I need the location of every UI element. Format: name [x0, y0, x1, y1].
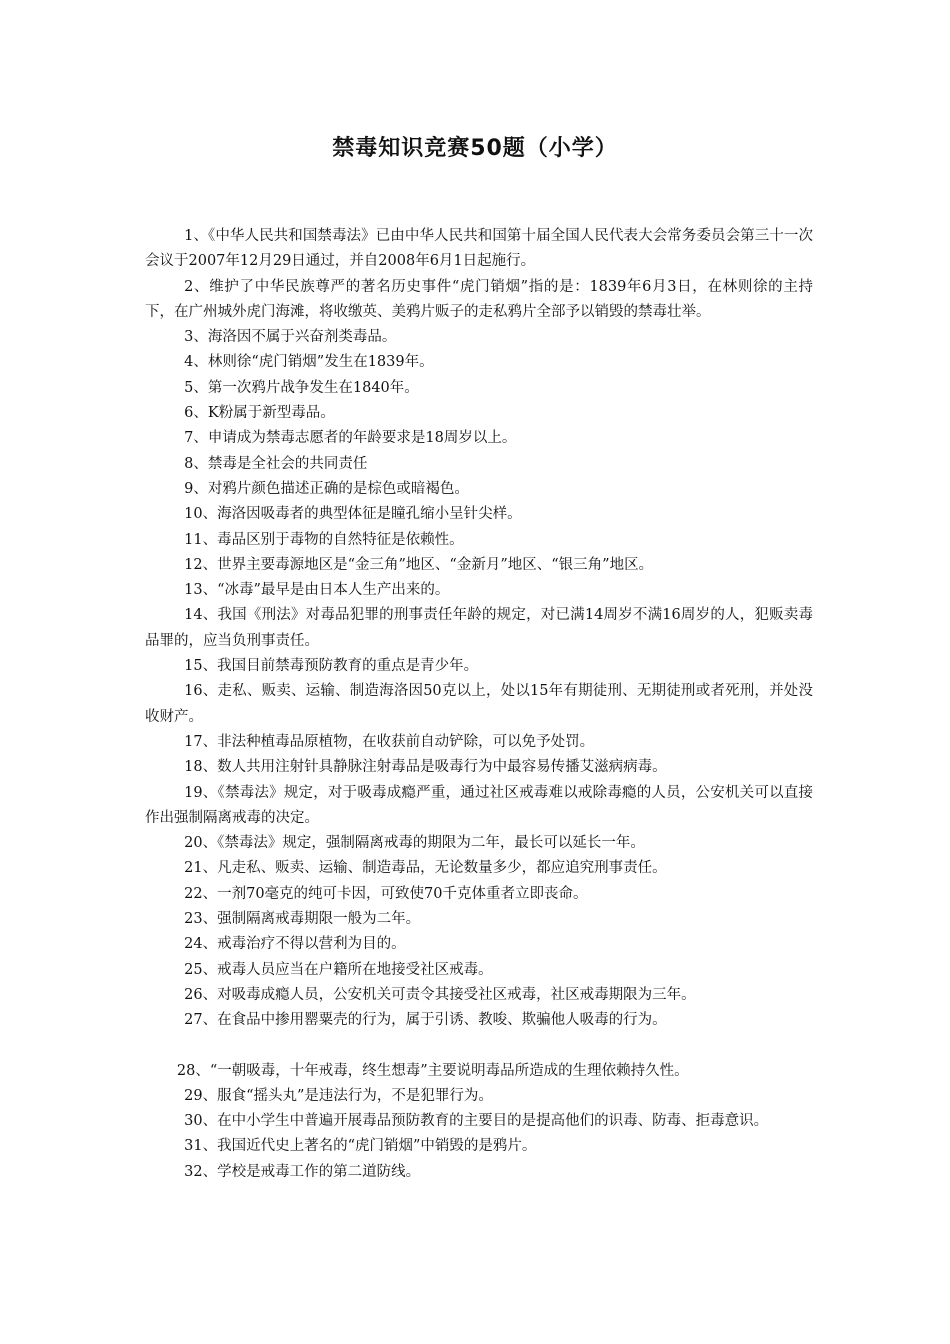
- question-list: [145, 224, 813, 1185]
- list-item: 7、申请成为禁毒志愿者的年龄要求是18周岁以上。: [184, 430, 517, 447]
- list-item: 5、第一次鸦片战争发生在1840年。: [184, 379, 419, 396]
- list-item: 12、世界主要毒源地区是“金三角”地区、“金新月”地区、“银三角”地区。: [184, 556, 654, 573]
- list-item: 24、戒毒治疗不得以营利为目的。: [184, 936, 406, 953]
- list-item: 15、我国目前禁毒预防教育的重点是青少年。: [184, 658, 479, 675]
- list-item: 28、“一朝吸毒，十年戒毒，终生想毒”主要说明毒品所造成的生理依赖持久性。: [176, 1062, 689, 1079]
- list-item: 27、在食品中掺用罂粟壳的行为，属于引诱、教唆、欺骗他人吸毒的行为。: [184, 1012, 667, 1029]
- list-item: 23、强制隔离戒毒期限一般为二年。: [184, 911, 421, 928]
- list-item: 9、对鸦片颜色描述正确的是棕色或暗褐色。: [184, 480, 469, 497]
- list-item: 29、服食“摇头丸”是违法行为，不是犯罪行为。: [184, 1087, 493, 1104]
- list-item: 21、凡走私、贩卖、运输、制造毒品，无论数量多少，都应追究刑事责任。: [184, 860, 667, 877]
- list-item: 8、禁毒是全社会的共同责任: [184, 455, 368, 472]
- list-item: 16、走私、贩卖、运输、制造海洛因50克以上，处以15年有期徒刑、无期徒刑或者死刑，并处没收财产。: [145, 683, 813, 725]
- list-item: 19、《禁毒法》规定，对于吸毒成瘾严重，通过社区戒毒难以戒除毒瘾的人员，公安机关可以直接作出强制隔离戒毒的决定。: [145, 784, 813, 826]
- list-item: 32、学校是戒毒工作的第二道防线。: [184, 1163, 421, 1180]
- page-title: 禁毒知识竞赛50题（小学）: [332, 136, 618, 161]
- list-item: 1、《中华人民共和国禁毒法》已由中华人民共和国第十届全国人民代表大会常务委员会第三十一次会议于2007年12月29日通过，并自2008年6月1日起施行。: [145, 228, 813, 270]
- list-item: 17、非法种植毒品原植物，在收获前自动铲除，可以免予处罚。: [184, 733, 595, 750]
- list-item: 13、“冰毒”最早是由日本人生产出来的。: [184, 582, 450, 599]
- list-item: 11、毒品区别于毒物的自然特征是依赖性。: [184, 531, 464, 548]
- list-item: 26、对吸毒成瘾人员，公安机关可责令其接受社区戒毒，社区戒毒期限为三年。: [184, 986, 696, 1003]
- list-item: 18、数人共用注射针具静脉注射毒品是吸毒行为中最容易传播艾滋病病毒。: [184, 759, 667, 776]
- list-item: 20、《禁毒法》规定，强制隔离戒毒的期限为二年，最长可以延长一年。: [184, 835, 645, 852]
- list-item: 10、海洛因吸毒者的典型体征是瞳孔缩小呈针尖样。: [184, 506, 522, 523]
- list-item: 31、我国近代史上著名的“虎门销烟”中销毁的是鸦片。: [184, 1138, 537, 1155]
- list-item: 4、林则徐“虎门销烟”发生在1839年。: [184, 354, 434, 371]
- list-item: 25、戒毒人员应当在户籍所在地接受社区戒毒。: [184, 961, 493, 978]
- list-item: 2、维护了中华民族尊严的著名历史事件“虎门销烟”指的是：1839年6月3日，在林则徐的主持下，在广州城外虎门海滩，将收缴英、美鸦片贩子的走私鸦片全部予以销毁的禁毒壮举。: [145, 278, 813, 320]
- list-item: 22、一剂70毫克的纯可卡因，可致使70千克体重者立即丧命。: [184, 885, 588, 902]
- list-item: 6、K粉属于新型毒品。: [184, 405, 335, 422]
- list-item: 14、我国《刑法》对毒品犯罪的刑事责任年龄的规定，对已满14周岁不满16周岁的人，犯贩卖毒品罪的，应当负刑事责任。: [145, 607, 813, 649]
- list-item: 30、在中小学生中普遍开展毒品预防教育的主要目的是提高他们的识毒、防毒、拒毒意识。: [184, 1113, 769, 1130]
- list-item: 3、海洛因不属于兴奋剂类毒品。: [184, 329, 397, 346]
